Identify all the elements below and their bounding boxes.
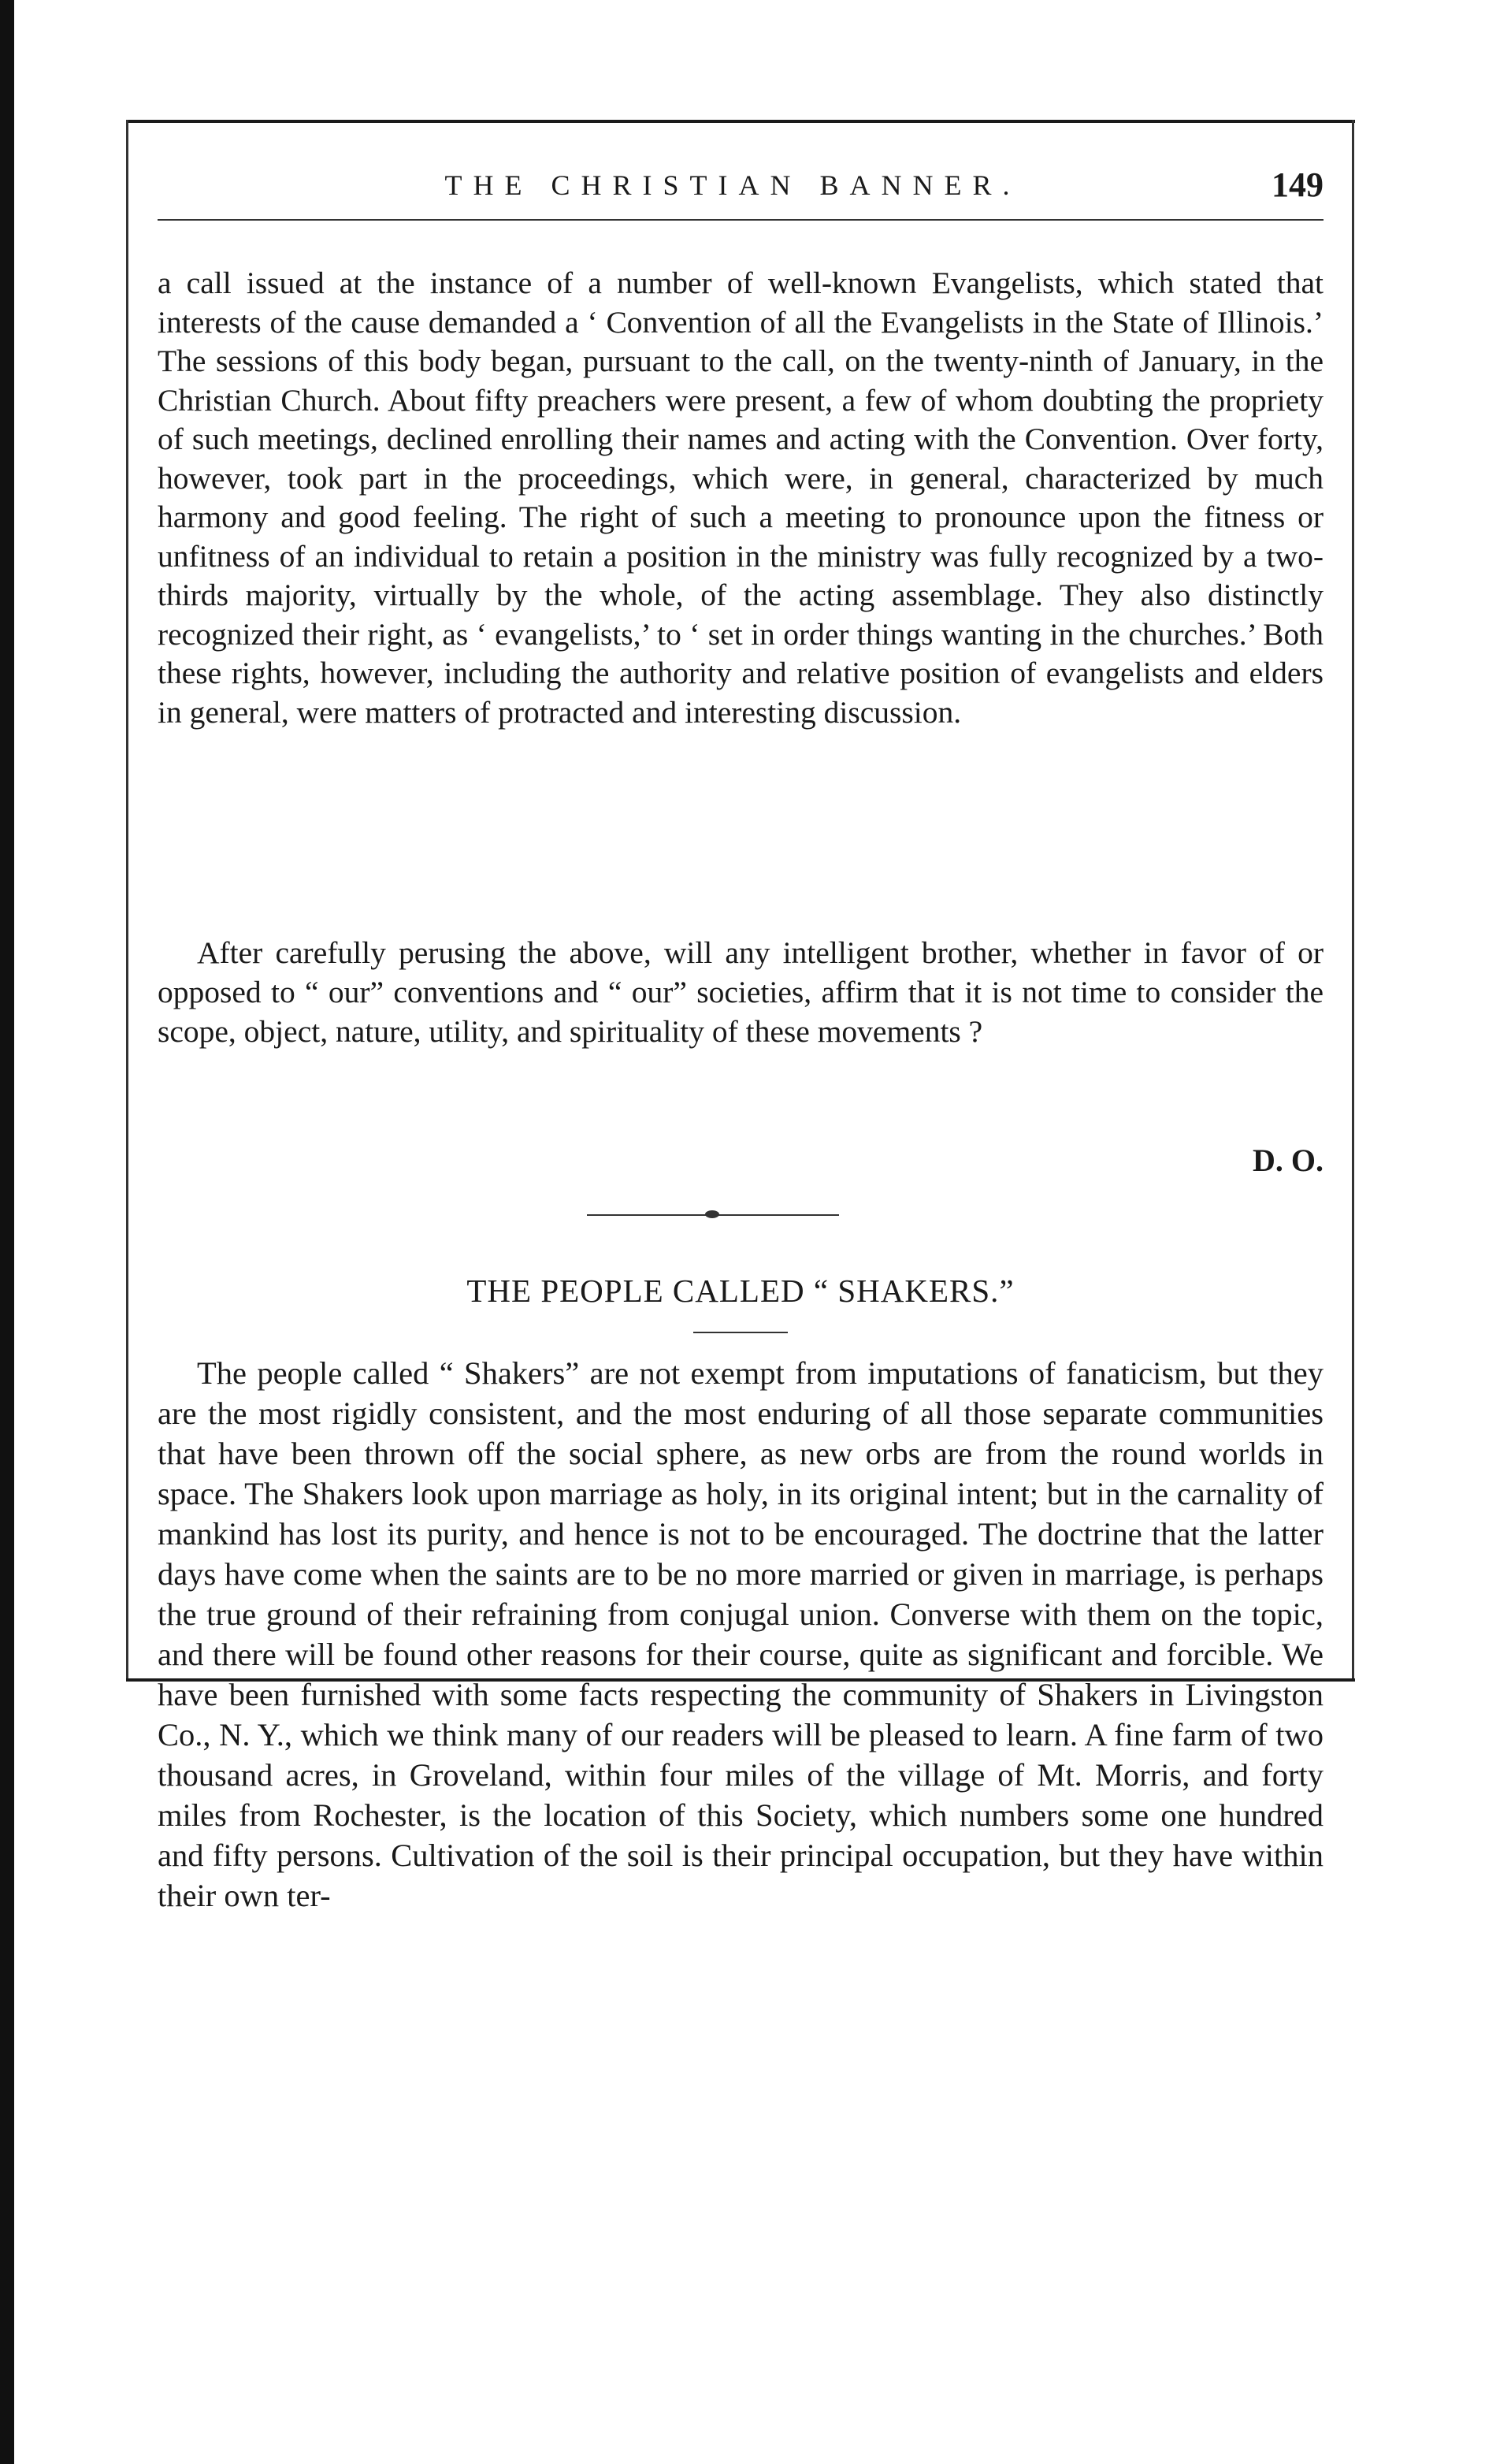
header-rule	[158, 219, 1324, 221]
heading-underline	[693, 1332, 788, 1333]
running-head	[158, 162, 1324, 209]
frame-right-rule	[1352, 120, 1354, 1680]
divider-ornament	[705, 1210, 719, 1218]
frame-left-rule	[126, 120, 128, 1680]
article-2-paragraph-1: The people called “ Shakers” are not exempt from imputations of fanaticism, but they are the most rigidly consistent, and the most enduring of all those separate communities that have been thrown off the social sphere, as new orbs are from the round worlds in space. The Shakers look upon marriage as holy, in its original intent; but in the carnality of mankind has lost its purity, and hence is not to be encouraged. The doctrine that the latter days have come when the saints are to be no more married or given in marriage, is perhaps the true ground of their refraining from conjugal union. Converse with them on the topic, and there will be found other reasons for their course, quite as significant and forcible. We have been furnished with some facts respecting the community of Shakers in Livingston Co., N. Y., which we think many of our readers will be pleased to learn. A fine farm of two thousand acres, in Groveland, within four miles of the village of Mt. Morris, and forty miles from Rochester, is the location of this Society, which numbers some one hundred and fifty persons. Cultivation of the soil is their principal occupation, but they have within their own ter-	[158, 1355, 1324, 1913]
page-number: 149	[1272, 165, 1324, 204]
article-1-paragraph-1: a call issued at the instance of a number of well-known Evangelists, which stated that interests of the cause demanded a ‘ Convention of all the Evangelists in the State of Illinois.’ The sessions of this body began, pursuant to the call, on the twenty-ninth of January, in the Christian Church. About fifty preachers were present, a few of whom doubting the propriety of such meetings, declined enrolling their names and acting with the Convention. Over forty, however, took part in the proceedings, which were, in general, characterized by much harmony and good feeling. The right of such a meeting to pronounce upon the fitness or unfitness of an individual to retain a position in the ministry was fully recognized by a two-thirds majority, virtually by the whole, of the acting assemblage. They also distinctly recognized their right, as ‘ evangelists,’ to ‘ set in order things wanting in the churches.’ Both these rights, however, including the authority and relative position of evangelists and elders in general, were matters of protracted and interesting discussion.	[158, 266, 1324, 730]
article-1-paragraph-2: After carefully perusing the above, will any intelligent brother, whether in favor of or opposed to “ our” conventions and “ our” societies, affirm that it is not time to consider the scope, object, nature, utility, and spirituality of these movements ?	[158, 935, 1324, 1049]
frame-top-rule	[126, 120, 1355, 123]
section-heading: THE PEOPLE CALLED “ SHAKERS.”	[466, 1273, 1015, 1309]
author-signature: D. O.	[1253, 1143, 1324, 1178]
scan-edge-shadow	[0, 0, 14, 2464]
running-title: THE CHRISTIAN BANNER.	[444, 169, 1021, 201]
